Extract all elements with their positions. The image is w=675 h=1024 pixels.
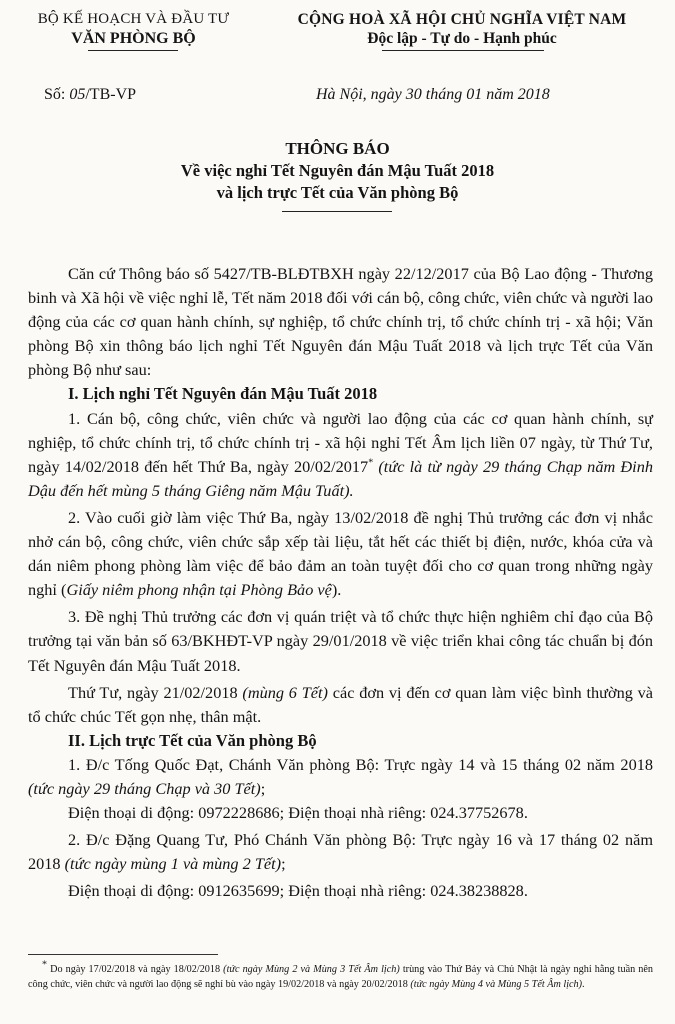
- footnote-note2: (tức ngày Mùng 4 và Mùng 5 Tết Âm lịch): [410, 979, 583, 990]
- footnote-mark: *: [42, 959, 47, 971]
- section1-item3: 3. Đề nghị Thủ trưởng các đơn vị quán triệt và tổ chức thực hiện nghiêm chỉ đạo của Bộ trưởng tại văn bản số 63/BKHĐT-VP ngày 29/01/2018 về việc triển khai công tác chuẩn bị đón Tết Nguyên đán Mậu Tuất 2018.: [28, 607, 653, 675]
- issue-date: [316, 86, 550, 104]
- duty1-end: ;: [260, 778, 266, 798]
- document-title: THÔNG BÁO: [285, 139, 390, 158]
- item2-end: ).: [331, 580, 342, 600]
- document-body: [28, 262, 653, 903]
- document-subtitle-line1: Về việc nghỉ Tết Nguyên đán Mậu Tuất 2018: [180, 161, 495, 180]
- return-to-work-paragraph: [28, 681, 653, 729]
- doc-number-prefix: Số:: [44, 86, 66, 103]
- doc-number-suffix: /TB-VP: [85, 86, 137, 103]
- section2-heading: II. Lịch trực Tết của Văn phòng Bộ: [68, 730, 317, 750]
- item2-note: Giấy niêm phong nhận tại Phòng Bảo vệ: [66, 580, 332, 600]
- duty2-phone: Điện thoại di động: 0912635699; Điện thoại nhà riêng: 024.38238828.: [68, 881, 528, 901]
- footnote-ref-mark: *: [368, 457, 374, 469]
- footnote-divider: [28, 954, 218, 955]
- section1-heading: I. Lịch nghỉ Tết Nguyên đán Mậu Tuất 2018: [68, 384, 378, 404]
- date-day: 30: [405, 86, 422, 103]
- duty1-text: 1. Đ/c Tống Quốc Đạt, Chánh Văn phòng Bộ: Trực ngày 14 và 15 tháng 02 năm 2018: [68, 754, 653, 774]
- date-rest: tháng 01 năm 2018: [425, 86, 550, 103]
- title-underline: [282, 211, 392, 212]
- footnote-text1: Do ngày 17/02/2018 và ngày 18/02/2018: [47, 964, 224, 975]
- motto-underline: [382, 50, 544, 51]
- footnote: [28, 959, 653, 992]
- date-prefix: Hà Nội, ngày: [316, 86, 402, 103]
- section1-item2: [28, 506, 653, 602]
- footnote-text3: .: [582, 979, 585, 990]
- return-note: (mùng 6 Tết): [242, 682, 328, 702]
- footnote-text2: trùng vào Thứ Bảy và Chủ Nhật là ngày nghỉ hằng tuần nên công chức, viên chức và người lao động sẽ nghỉ bù vào ngày 19/02/2018 và ngày 20/02/2018: [28, 964, 653, 990]
- duty2-end: ;: [281, 854, 286, 874]
- duty1-paragraph: [28, 753, 653, 801]
- national-header: [262, 10, 662, 48]
- return-text2: các đơn vị đến cơ quan làm việc bình thường và tổ chức chúc Tết gọn nhẹ, thân mật.: [28, 682, 654, 726]
- document-subtitle-line2: và lịch trực Tết của Văn phòng Bộ: [216, 183, 459, 202]
- national-motto: Độc lập - Tự do - Hạnh phúc: [367, 30, 557, 47]
- agency-name: BỘ KẾ HOẠCH VÀ ĐẦU TƯ: [37, 11, 230, 27]
- footnote-paragraph: [28, 959, 653, 992]
- duty1-phone: Điện thoại di động: 0972228686; Điện thoại nhà riêng: 024.37752678.: [68, 803, 528, 823]
- duty2-text: 2. Đ/c Đặng Quang Tư, Phó Chánh Văn phòng Bộ: Trực ngày 16 và 17 tháng 02 năm 2018: [28, 830, 653, 874]
- issuer-block: [26, 10, 241, 48]
- return-text1: Thứ Tư, ngày 21/02/2018: [68, 682, 243, 702]
- intro-paragraph: Căn cứ Thông báo số 5427/TB-BLĐTBXH ngày 22/12/2017 của Bộ Lao động - Thương binh và Xã hội về việc nghỉ lễ, Tết năm 2018 đối với cán bộ, công chức, viên chức và người lao động của các cơ quan hành chính, sự nghiệp, tổ chức chính trị, tổ chức chính trị - xã hội; Văn phòng Bộ xin thông báo lịch nghỉ Tết Nguyên đán Mậu Tuất 2018 và lịch trực Tết của Văn phòng Bộ như sau:: [28, 264, 653, 380]
- section1-item1: [28, 407, 653, 503]
- footnote-note1: (tức ngày Mùng 2 và Mùng 3 Tết Âm lịch): [223, 964, 400, 975]
- item2-text: 2. Vào cuối giờ làm việc Thứ Ba, ngày 13/02/2018 đề nghị Thủ trưởng các đơn vị nhắc nhở cán bộ, công chức, viên chức sắp xếp tài liệu, tắt hết các thiết bị điện, nước, khóa cửa và dán niêm phong phòng làm việc để bảo đảm an toàn tuyệt đối cho cơ quan trong những ngày nghỉ (: [28, 507, 653, 600]
- doc-number-value: 05: [69, 86, 86, 103]
- item1-text: 1. Cán bộ, công chức, viên chức và người lao động của các cơ quan hành chính, sự nghiệp, tổ chức chính trị, tổ chức chính trị - xã hội nghỉ Tết Âm lịch liền 07 ngày, từ Thứ Tư, ngày 14/02/2018 đến hết Thứ Ba, ngày 20/02/2017: [28, 408, 653, 476]
- item1-note: (tức là từ ngày 29 tháng Chạp năm Đinh Dậu đến hết mùng 5 tháng Giêng năm Mậu Tuất).: [28, 456, 653, 500]
- duty2-paragraph: [28, 828, 653, 876]
- issuer-underline: [88, 50, 178, 51]
- duty1-note: (tức ngày 29 tháng Chạp và 30 Tết): [28, 778, 261, 798]
- duty2-note: (tức ngày mùng 1 và mùng 2 Tết): [64, 854, 282, 874]
- country-name: CỘNG HOÀ XÃ HỘI CHỦ NGHĨA VIỆT NAM: [297, 11, 627, 28]
- title-block: [60, 138, 615, 204]
- document-number: [44, 86, 136, 104]
- office-name: VĂN PHÒNG BỘ: [71, 30, 196, 47]
